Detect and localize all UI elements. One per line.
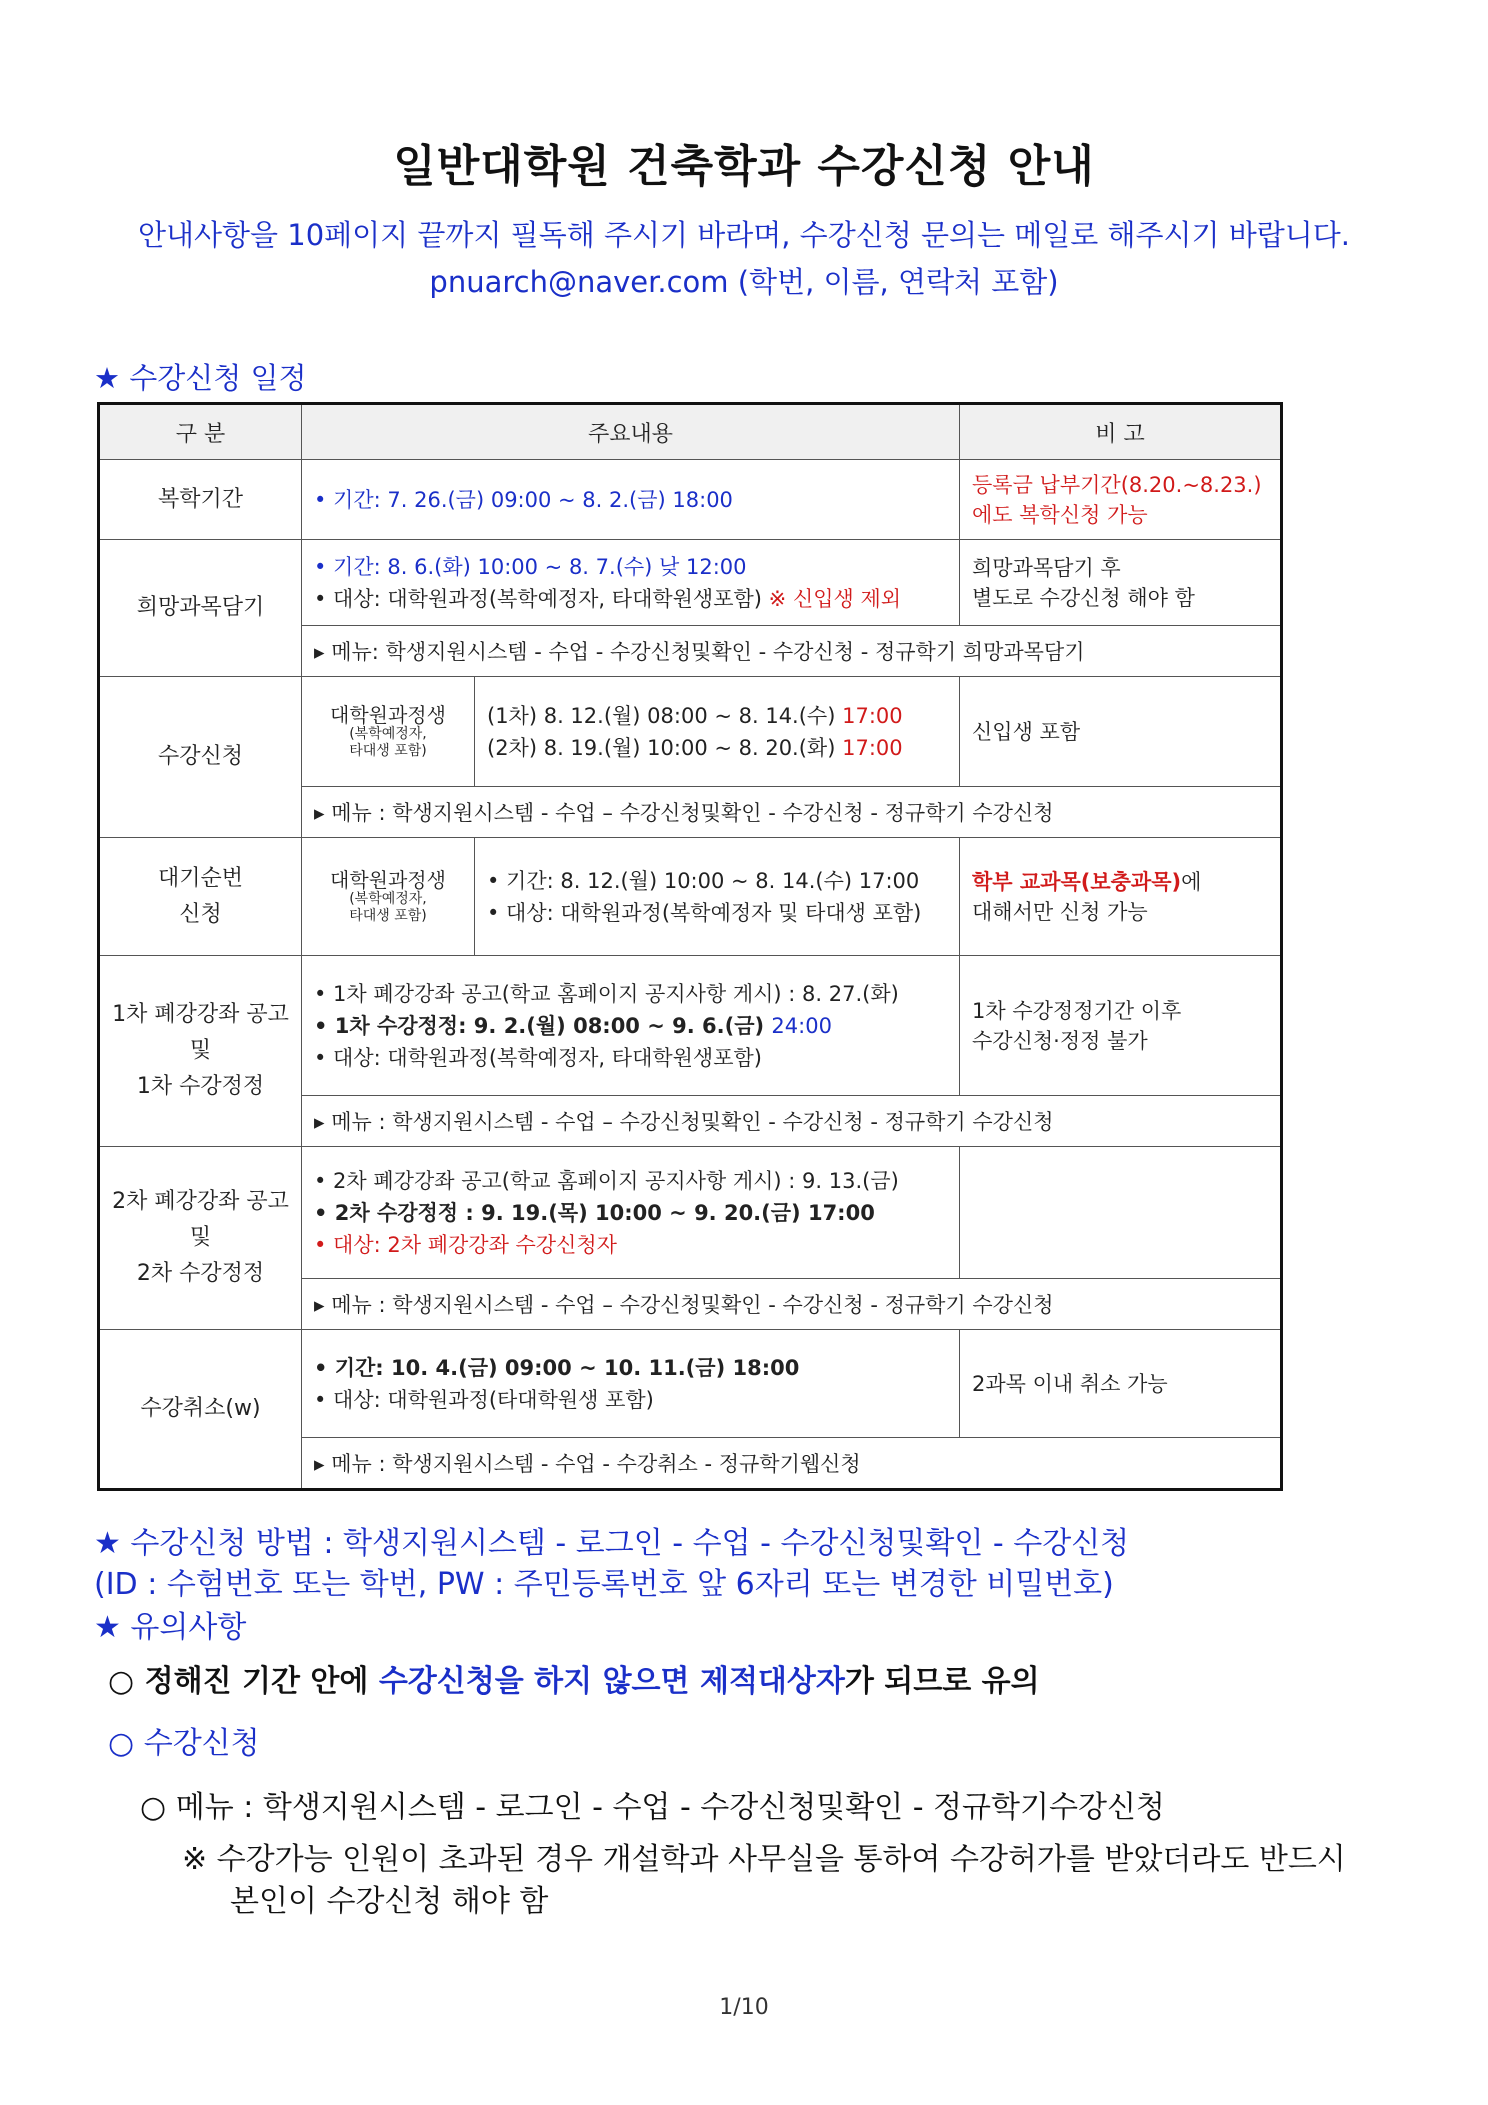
- caution-2: ○ 수강신청: [108, 1726, 260, 1761]
- page-number: 1/10: [719, 1995, 769, 2020]
- caution-1-end: 가 되므로 유의: [844, 1664, 1040, 1699]
- table-header-row: [99, 404, 1282, 460]
- row-label: [99, 838, 302, 956]
- caution-1: [108, 1656, 1040, 1700]
- row-content: [302, 1330, 960, 1438]
- method-line: ★ 수강신청 방법 : 학생지원시스템 - 로그인 - 수업 - 수강신청및확인 - 수강신청: [94, 1526, 1130, 1561]
- remark-highlight: 학부 교과목(보충과목): [972, 869, 1182, 894]
- remark-line: 1차 수강정정기간 이후: [972, 998, 1182, 1023]
- table-row: [99, 677, 1282, 787]
- caution-1-highlight: 수강신청을 하지 않으면 제적대상자: [378, 1664, 845, 1699]
- subgroup-note: 타대생 포함): [349, 742, 427, 759]
- row-remark: [960, 540, 1282, 626]
- remark-line: 에도 복학신청 가능: [972, 502, 1148, 527]
- notice-line-2: pnuarch@naver.com (학번, 이름, 연락처 포함): [429, 265, 1059, 299]
- row-remark: [960, 838, 1282, 956]
- id-line: (ID : 수험번호 또는 학번, PW : 주민등록번호 앞 6자리 또는 변경한 비밀번호): [94, 1567, 1114, 1602]
- row-subgroup: [302, 838, 475, 956]
- target-text: • 대상: 대학원과정(타대학원생 포함): [314, 1387, 654, 1412]
- notice-date: • 1차 폐강강좌 공고(학교 홈페이지 공지사항 게시) : 8. 27.(화): [314, 981, 899, 1006]
- menu-path: ▸ 메뉴 : 학생지원시스템 - 수업 – 수강신청및확인 - 수강신청 - 정규학기 수강신청: [302, 1279, 1282, 1330]
- target-text: [314, 583, 947, 615]
- notice-date: • 2차 폐강강좌 공고(학교 홈페이지 공지사항 게시) : 9. 13.(금): [314, 1168, 899, 1193]
- table-row: [99, 1330, 1282, 1438]
- remark-line: 희망과목담기 후: [972, 555, 1121, 580]
- notice-line-1: 안내사항을 10페이지 끝까지 필독해 주시기 바라며, 수강신청 문의는 메일로 해주시기 바랍니다.: [137, 218, 1351, 252]
- row-content: [302, 460, 960, 540]
- subgroup-title: 대학원과정생: [330, 867, 446, 892]
- menu-path: ▸ 메뉴 : 학생지원시스템 - 수업 – 수강신청및확인 - 수강신청 - 정규학기 수강신청: [302, 787, 1282, 838]
- subgroup-note: 타대생 포함): [349, 907, 427, 924]
- header-category: 구 분: [99, 404, 302, 460]
- period-text: • 기간: 8. 12.(월) 10:00 ~ 8. 14.(수) 17:00: [487, 868, 920, 893]
- row-remark: [960, 956, 1282, 1096]
- row-label-line: 2차 수강정정: [136, 1261, 265, 1286]
- row-remark: 신입생 포함: [960, 677, 1282, 787]
- target-text: • 대상: 대학원과정(복학예정자 및 타대생 포함): [487, 900, 922, 925]
- target-text-exclusion: ※ 신입생 제외: [768, 586, 902, 611]
- period-text: • 기간: 7. 26.(금) 09:00 ~ 8. 2.(금) 18:00: [314, 487, 733, 512]
- remark-line: [972, 867, 1268, 897]
- row-label-line: 신청: [179, 901, 222, 927]
- table-row: [99, 460, 1282, 540]
- caution-1-start: ○ 정해진 기간 안에: [108, 1664, 379, 1699]
- period-second-end: 17:00: [842, 735, 903, 760]
- period-text: • 기간: 8. 6.(화) 10:00 ~ 8. 7.(수) 낮 12:00: [314, 554, 747, 579]
- adjust-period-main: • 1차 수강정정: 9. 2.(월) 08:00 ~ 9. 6.(금): [314, 1013, 772, 1038]
- caution-3: ○ 메뉴 : 학생지원시스템 - 로그인 - 수업 - 수강신청및확인 - 정규학기수강신청: [140, 1790, 1165, 1825]
- row-label: 수강신청: [99, 677, 302, 838]
- table-row: [99, 956, 1282, 1096]
- menu-path: ▸ 메뉴: 학생지원시스템 - 수업 - 수강신청및확인 - 수강신청 - 정규학기 희망과목담기: [302, 626, 1282, 677]
- row-label: 수강취소(w): [99, 1330, 302, 1490]
- row-label: 복학기간: [99, 460, 302, 540]
- subgroup-note: (복학예정자,: [349, 890, 427, 907]
- subgroup-note: (복학예정자,: [349, 725, 427, 742]
- row-content: [475, 677, 960, 787]
- row-label-line: 및: [189, 1225, 212, 1250]
- remark-line: 대해서만 신청 가능: [972, 899, 1148, 924]
- row-remark: [960, 1147, 1282, 1279]
- page-title: 일반대학원 건축학과 수강신청 안내: [393, 141, 1095, 192]
- adjust-period-end: 24:00: [771, 1013, 832, 1038]
- row-label-line: 대기순번: [157, 865, 243, 891]
- row-content: [302, 1147, 960, 1279]
- header-remark: 비 고: [960, 404, 1282, 460]
- row-content: [302, 540, 960, 626]
- remark-line: 별도로 수강신청 해야 함: [972, 585, 1195, 610]
- remark-line: 등록금 납부기간(8.20.~8.23.): [972, 472, 1262, 497]
- remark-line: 수강신청·정정 불가: [972, 1028, 1148, 1053]
- row-label-line: 1차 수강정정: [136, 1074, 265, 1099]
- row-label: 희망과목담기: [99, 540, 302, 677]
- header-content: 주요내용: [302, 404, 960, 460]
- caution-4: ※ 수강가능 인원이 초과된 경우 개설학과 사무실을 통하여 수강허가를 받았더라도 반드시: [182, 1842, 1346, 1877]
- table-row: [99, 1147, 1282, 1279]
- table-row: [99, 838, 1282, 956]
- row-label-line: 및: [189, 1038, 212, 1063]
- remark-tail: 에: [1181, 869, 1202, 894]
- caution-5: 본인이 수강신청 해야 함: [230, 1884, 549, 1919]
- adjust-period: • 2차 수강정정 : 9. 19.(목) 10:00 ~ 9. 20.(금) 17:00: [314, 1200, 875, 1225]
- row-label: [99, 1147, 302, 1330]
- adjust-period: [314, 1010, 947, 1042]
- period-first-main: (1차) 8. 12.(월) 08:00 ~ 8. 14.(수): [487, 703, 843, 728]
- row-content: [475, 838, 960, 956]
- target-text: • 대상: 2차 폐강강좌 수강신청자: [314, 1232, 617, 1257]
- schedule-table: [97, 402, 1283, 1491]
- period-first-end: 17:00: [842, 703, 903, 728]
- period-second: [487, 732, 947, 764]
- target-text: • 대상: 대학원과정(복학예정자, 타대학원생포함): [314, 1045, 762, 1070]
- row-label-line: 1차 폐강강좌 공고: [112, 1002, 289, 1027]
- menu-path: ▸ 메뉴 : 학생지원시스템 - 수업 – 수강신청및확인 - 수강신청 - 정규학기 수강신청: [302, 1096, 1282, 1147]
- table-row: [99, 540, 1282, 626]
- menu-path: ▸ 메뉴 : 학생지원시스템 - 수업 - 수강취소 - 정규학기웹신청: [302, 1438, 1282, 1490]
- subgroup-title: 대학원과정생: [330, 702, 446, 727]
- section-heading-caution: ★ 유의사항: [94, 1610, 247, 1645]
- row-remark: [960, 460, 1282, 540]
- period-first: [487, 700, 947, 732]
- section-heading-schedule: ★ 수강신청 일정: [94, 361, 307, 395]
- period-text: • 기간: 10. 4.(금) 09:00 ~ 10. 11.(금) 18:00: [314, 1355, 800, 1380]
- period-second-main: (2차) 8. 19.(월) 10:00 ~ 8. 20.(화): [487, 735, 843, 760]
- row-label: [99, 956, 302, 1147]
- row-label-line: 2차 폐강강좌 공고: [112, 1189, 289, 1214]
- row-content: [302, 956, 960, 1096]
- row-subgroup: [302, 677, 475, 787]
- target-text-main: • 대상: 대학원과정(복학예정자, 타대학원생포함): [314, 586, 769, 611]
- row-remark: 2과목 이내 취소 가능: [960, 1330, 1282, 1438]
